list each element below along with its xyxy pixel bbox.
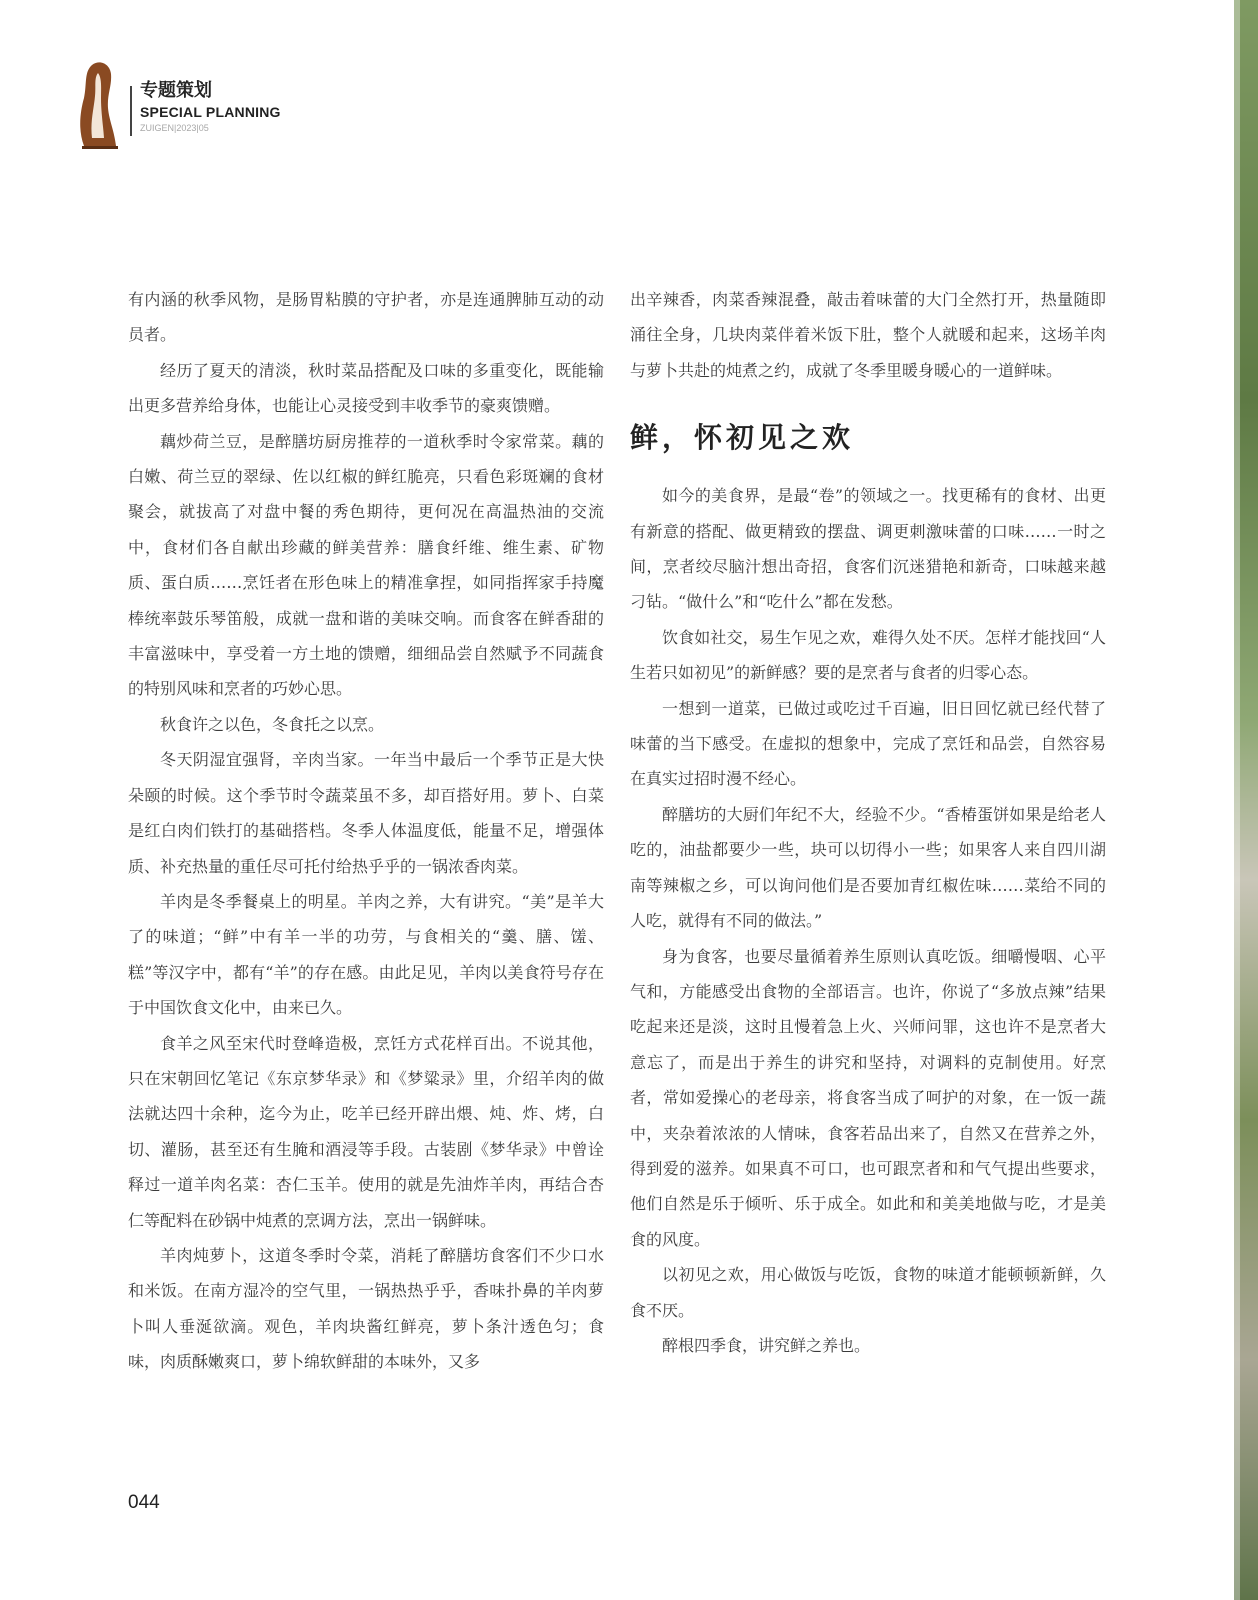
paragraph: 冬天阴湿宜强肾，辛肉当家。一年当中最后一个季节正是大快朵颐的时候。这个季节时令蔬菜虽不多，却百搭好用。萝卜、白菜是红白肉们铁打的基础搭档。冬季人体温度低，能量不足，增强体质、补充热量的重任尽可托付给热乎乎的一锅浓香肉菜。: [128, 750, 604, 876]
section-header: [70, 60, 330, 150]
paragraph: 出辛辣香，肉菜香辣混叠，敲击着味蕾的大门全然打开，热量随即涌往全身，几块肉菜伴着米饭下肚，整个人就暖和起来，这场羊肉与萝卜共赴的炖煮之约，成就了冬季里暖身暖心的一道鲜味。: [630, 290, 1106, 380]
paragraph: 醉膳坊的大厨们年纪不大，经验不少。“香椿蛋饼如果是给老人吃的，油盐都要少一些，块可以切得小一些；如果客人来自四川湖南等辣椒之乡，可以询问他们是否要加青红椒佐味……菜给不同的人吃，就得有不同的做法。”: [630, 804, 1106, 931]
issue-code: ZUIGEN|2023|05: [140, 123, 209, 133]
article-left-column: [128, 282, 604, 1380]
paragraph: 醉根四季食，讲究鲜之养也。: [662, 1335, 871, 1355]
paragraph: 藕炒荷兰豆，是醉膳坊厨房推荐的一道秋季时令家常菜。藕的白嫩、荷兰豆的翠绿、佐以红椒的鲜红脆亮，只看色彩斑斓的食材聚会，就拔高了对盘中餐的秀色期待，更何况在高温热油的交流中，食材们各自献出珍藏的鲜美营养：膳食纤维、维生素、矿物质、蛋白质……烹饪者在形色味上的精准拿捏，如同指挥家手持魔棒统率鼓乐琴笛般，成就一盘和谐的美味交响。而食客在鲜香甜的丰富滋味中，享受着一方土地的馈赠，细细品尝自然赋予不同蔬食的特别风味和烹者的巧妙心思。: [128, 431, 604, 699]
paragraph: 饮食如社交，易生乍见之欢，难得久处不厌。怎样才能找回“人生若只如初见”的新鲜感？要的是烹者与食者的归零心态。: [630, 627, 1106, 683]
right-column-body: [630, 478, 1106, 1363]
paragraph: 经历了夏天的清淡，秋时菜品搭配及口味的多重变化，既能输出更多营养给身体，也能让心灵接受到丰收季节的豪爽馈赠。: [128, 360, 604, 416]
decorative-photo-strip: [1234, 0, 1258, 1600]
paragraph: 羊肉炖萝卜，这道冬季时令菜，消耗了醉膳坊食客们不少口水和米饭。在南方湿冷的空气里，一锅热热乎乎，香味扑鼻的羊肉萝卜叫人垂涎欲滴。观色，羊肉块酱红鲜亮，萝卜条汁透色匀；食味，肉质酥嫩爽口，萝卜绵软鲜甜的本味外，又多: [128, 1245, 604, 1372]
paragraph: 秋食许之以色，冬食托之以烹。: [160, 714, 385, 734]
paragraph: 有内涵的秋季风物，是肠胃粘膜的守护者，亦是连通脾肺互动的动员者。: [128, 290, 604, 345]
section-heading: 鲜，怀初见之欢: [630, 421, 855, 455]
paragraph: 食羊之风至宋代时登峰造极，烹饪方式花样百出。不说其他，只在宋朝回忆笔记《东京梦华录》和《梦粱录》里，介绍羊肉的做法就达四十余种，迄今为止，吃羊已经开辟出煨、炖、炸、烤，白切、灌肠，甚至还有生腌和酒浸等手段。古装剧《梦华录》中曾诠释过一道羊肉名菜：杏仁玉羊。使用的就是先油炸羊肉，再结合杏仁等配料在砂锅中炖煮的烹调方法，烹出一锅鲜味。: [128, 1033, 604, 1230]
paragraph: 如今的美食界，是最“卷”的领域之一。找更稀有的食材、出更有新意的搭配、做更精致的摆盘、调更刺激味蕾的口味……一时之间，烹者绞尽脑汁想出奇招，食客们沉迷猎艳和新奇，口味越来越刁钻。“做什么”和“吃什么”都在发愁。: [630, 486, 1106, 612]
paragraph: 一想到一道菜，已做过或吃过千百遍，旧日回忆就已经代替了味蕾的当下感受。在虚拟的想象中，完成了烹饪和品尝，自然容易在真实过招时漫不经心。: [630, 698, 1106, 789]
page-number: 044: [128, 1492, 160, 1513]
paragraph: 羊肉是冬季餐桌上的明星。羊肉之养，大有讲究。“美”是羊大了的味道；“鲜”中有羊一半的功劳，与食相关的“羹、膳、馐、糕”等汉字中，都有“羊”的存在感。由此足见，羊肉以美食符号存在于中国饮食文化中，由来已久。: [128, 891, 604, 1018]
article-right-column: [630, 282, 1106, 1363]
section-title-en: SPECIAL PLANNING: [140, 104, 281, 120]
paragraph: 身为食客，也要尽量循着养生原则认真吃饭。细嚼慢咽、心平气和，方能感受出食物的全部语言。也许，你说了“多放点辣”结果吃起来还是淡，这时且慢着急上火、兴师问罪，这也许不是烹者大意忘了，而是出于养生的讲究和坚持，对调料的克制使用。好烹者，常如爱操心的老母亲，将食客当成了呵护的对象，在一饭一蔬中，夹杂着浓浓的人情味，食客若品出来了，自然又在营养之外，得到爱的滋养。如果真不可口，也可跟烹者和和气气提出些要求，他们自然是乐于倾听、乐于成全。如此和和美美地做与吃，才是美食的风度。: [630, 946, 1106, 1249]
root-carving-logo-icon: [70, 60, 120, 150]
section-title-cn: 专题策划: [140, 80, 212, 101]
right-column-intro: [630, 282, 1106, 388]
header-divider: [130, 86, 132, 136]
paragraph: 以初见之欢，用心做饭与吃饭，食物的味道才能顿顿新鲜，久食不厌。: [630, 1265, 1106, 1320]
